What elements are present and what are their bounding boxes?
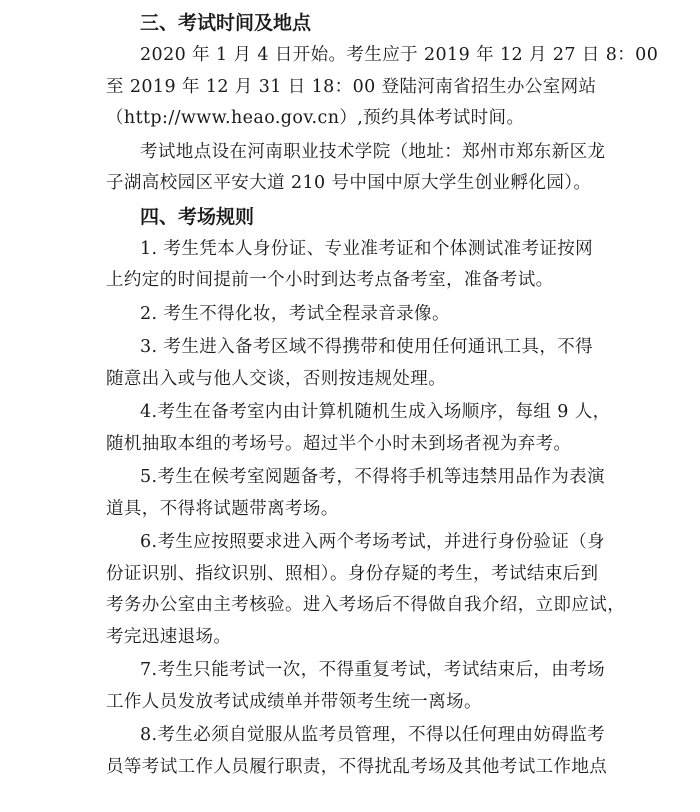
rule-item-1 (106, 234, 600, 297)
text-line: 子湖高校园区平安大道 210 号中国中原大学生创业孵化园）。 (106, 173, 592, 193)
paragraph-exam-location (106, 137, 606, 200)
text-line: 2020 年 1 月 4 日开始。考生应于 2019 年 12 月 27 日 8：00 (140, 45, 659, 65)
rule-item-7 (106, 655, 605, 718)
text-line: 8.考生必须自觉服从监考员管理，不得以任何理由妨碍监考 (140, 725, 605, 745)
text-line: 3. 考生进入备考区域不得携带和使用任何通讯工具，不得 (140, 337, 594, 357)
rule-item-6 (106, 527, 626, 653)
text-line: 工作人员发放考试成绩单并带领考生统一离场。 (106, 691, 482, 712)
text-line: 1. 考生凭本人身份证、专业准考证和个体测试准考证按网 (140, 238, 594, 259)
text-line: 至 2019 年 12 月 31 日 18：00 登陆河南省招生办公室网站 (106, 76, 597, 97)
rule-item-2 (106, 299, 600, 331)
rule-item-5 (106, 462, 605, 525)
paragraph-exam-schedule (106, 40, 659, 135)
text-line: 随机抽取本组的考场号。超过半个小时未到场者视为弃考。 (106, 433, 572, 454)
text-line: 上约定的时间提前一个小时到达考点备考室，准备考试。 (106, 270, 554, 290)
text-line: 道具，不得将试题带离考场。 (106, 498, 339, 519)
text-line: 随意出入或与他人交谈，否则按违规处理。 (106, 368, 447, 389)
text-line: 5.考生在候考室阅题备考，不得将手机等违禁用品作为表演 (140, 467, 605, 487)
rule-item-3 (106, 332, 600, 395)
section-heading-exam-time-location: 三、考试时间及地点 (140, 12, 312, 34)
text-line: 2. 考生不得化妆，考试全程录音录像。 (140, 303, 450, 324)
text-line: 考试地点设在河南职业技术学院（地址：郑州市郑东新区龙 (140, 141, 606, 162)
text-line: 员等考试工作人员履行职责，不得扰乱考场及其他考试工作地点 (106, 756, 608, 777)
text-line: 考务办公室由主考核验。进入考场后不得做自我介绍，立即应试， (106, 595, 626, 615)
text-line: 7.考生只能考试一次，不得重复考试，考试结束后，由考场 (140, 660, 605, 680)
text-line: 4.考生在备考室内由计算机随机生成入场顺序，每组 9 人， (140, 402, 611, 422)
text-line: （http://www.heao.gov.cn）,预约具体考试时间。 (106, 108, 525, 128)
text-line: 6.考生应按照要求进入两个考场考试，并进行身份验证（身 (140, 532, 605, 552)
text-line: 份证识别、指纹识别、照相）。身份存疑的考生，考试结束后到 (106, 563, 599, 584)
rule-item-8 (106, 720, 608, 783)
text-line: 考完迅速退场。 (106, 626, 232, 647)
section-heading-exam-rules: 四、考场规则 (140, 205, 255, 228)
rule-item-4 (106, 397, 611, 460)
